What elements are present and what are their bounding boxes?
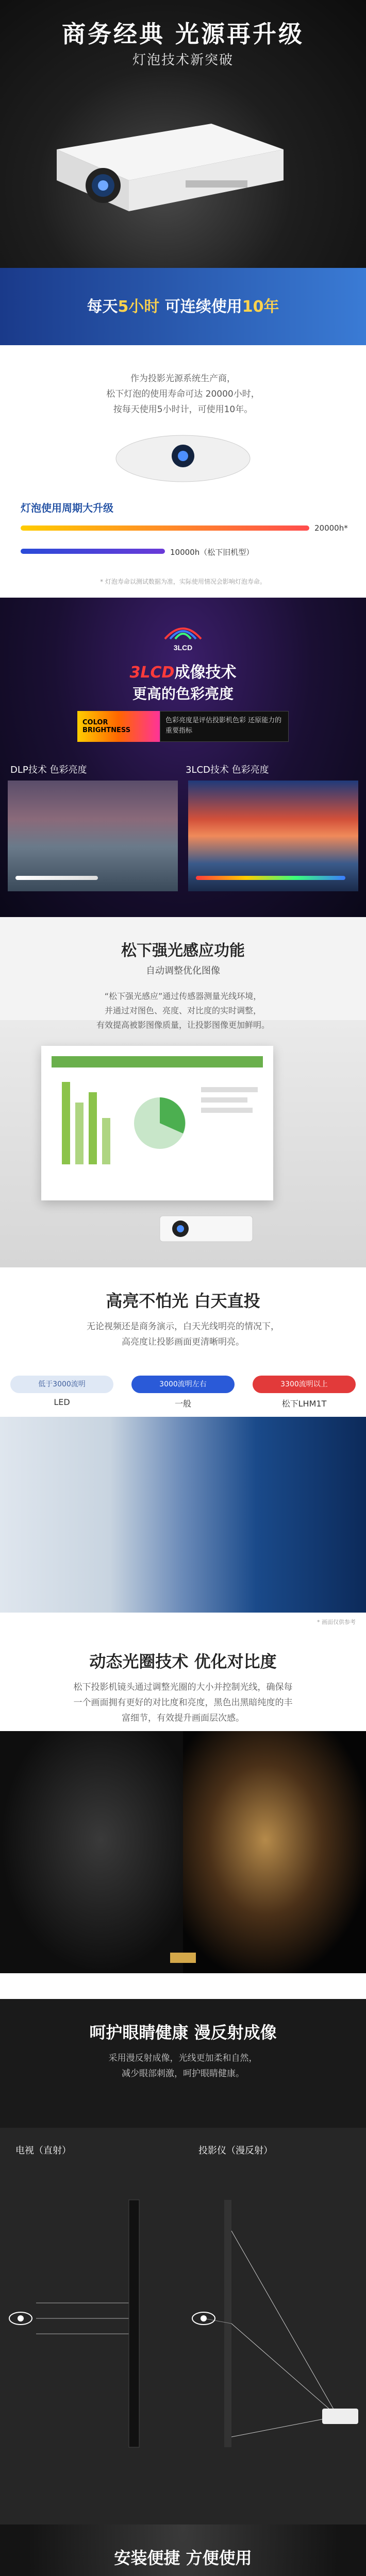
- 3lcd-brand: 3LCD: [129, 664, 175, 682]
- color-brightness-text: 色彩亮度是评估投影机色彩 还原能力的重要指标: [160, 711, 289, 742]
- bar-label: 20000h*: [314, 523, 348, 533]
- bar-label: 10000h（松下旧机型）: [170, 548, 254, 557]
- install-section: [0, 2524, 366, 2576]
- dlp-sample-image: [8, 781, 178, 891]
- 3lcd-title: [0, 659, 366, 682]
- dynamic-iris-desc: [0, 1680, 366, 1726]
- brightness-title: 高亮不怕光 白天直投: [106, 1291, 260, 1311]
- light-sensor-subtitle: 自动调整优化图像: [146, 965, 220, 976]
- desc-line: 一个画面拥有更好的对比度和亮度，黑色出黑暗纯度的丰: [73, 1698, 293, 1708]
- hero-section: [0, 0, 366, 268]
- light-sensor-desc: [0, 989, 366, 1032]
- 3lcd-title-text: 成像技术: [174, 664, 237, 682]
- dynamic-iris-section: [0, 1628, 366, 1999]
- contrast-after-image: [183, 1731, 366, 1973]
- 3lcd-bar: [196, 876, 345, 880]
- lumen-sub-low: LED: [54, 1397, 70, 1407]
- tv-direct-panel: [0, 2128, 183, 2524]
- cb-line2: BRIGHTNESS: [82, 726, 131, 734]
- hero-subtitle: 灯泡技术新突破: [132, 53, 234, 68]
- desc-line: 采用漫反射成像，光线更加柔和自然，: [108, 2053, 258, 2063]
- 3lcd-logo-text: 3LCD: [173, 643, 193, 652]
- 3lcd-label: 3LCD技术 色彩亮度: [186, 765, 269, 775]
- projector-diffuse-label: 投影仪（漫反射）: [198, 2145, 273, 2156]
- bar-fill: [21, 549, 165, 554]
- lumen-badge-high: 3300流明以上: [253, 1376, 356, 1393]
- desc-line: 有效提高被影图像质量，让投影图像更加鲜明。: [96, 1020, 270, 1030]
- desc-line: 作为投影光源系统生产商，: [130, 374, 236, 384]
- lumen-sub-high: 松下LHM1T: [281, 1399, 327, 1409]
- desc-line: 富细节，有效提升画面层次感。: [122, 1713, 244, 1723]
- lamp-bar-old: [21, 548, 345, 557]
- cb-line1: COLOR: [82, 719, 108, 726]
- light-sensor-title: 松下强光感应功能: [121, 942, 245, 960]
- eye-care-desc: [0, 2050, 366, 2081]
- projected-screen-image: [41, 1046, 273, 1200]
- install-title: 安装便捷 方便使用: [114, 2548, 252, 2568]
- projector-top-image: [103, 428, 263, 489]
- image-caption: * 画面仅供参考: [317, 1619, 356, 1625]
- brightness-comparison-image: [0, 1417, 366, 1613]
- desc-line: 松下投影机镜头通过调整光圈的大小并控制光线，确保每: [73, 1682, 293, 1692]
- 3lcd-section: [0, 598, 366, 917]
- tv-direct-label: 电视（直射）: [15, 2145, 71, 2156]
- projector-image: [41, 103, 289, 222]
- eye-care-section: [0, 1999, 366, 2524]
- headline-text-mid: 可连续使用: [159, 298, 242, 316]
- tv-direct-illustration: [0, 2128, 183, 2524]
- headline-text: 每天: [87, 298, 118, 316]
- 3lcd-logo-icon: [155, 618, 211, 654]
- light-sensor-section: [0, 917, 366, 1267]
- lamp-bar-new: [21, 523, 348, 533]
- desc-line: 无论视频还是商务演示，白天光线明亮的情况下，: [87, 1321, 279, 1332]
- lamp-life-banner: [0, 268, 366, 345]
- lamp-life-headline: [0, 294, 366, 316]
- headline-highlight-years: 10年: [242, 298, 279, 316]
- bar-fill: [21, 526, 309, 531]
- projector-diffuse-panel: [183, 2128, 366, 2524]
- dynamic-iris-title: 动态光圈技术 优化对比度: [89, 1652, 277, 1671]
- projected-chart-graphic: [41, 1046, 273, 1200]
- desc-line: 减少眼部刺激，呵护眼睛健康。: [122, 2069, 244, 2079]
- color-brightness-logo: [77, 711, 160, 742]
- hero-title: 商务经典 光源再升级: [61, 20, 304, 48]
- projector-on-table-image: [155, 1206, 258, 1252]
- projector-diffuse-illustration: [183, 2128, 366, 2524]
- eye-care-title: 呵护眼睛健康 漫反射成像: [89, 2023, 277, 2042]
- 3lcd-sample-image: [188, 781, 358, 891]
- desc-line: “松下强光感应”通过传感器测量光线环境，: [104, 991, 262, 1001]
- comparison-marker: [170, 1953, 196, 1963]
- color-brightness-box: [77, 711, 289, 742]
- lumen-sub-mid: 一般: [174, 1399, 191, 1409]
- brightness-section: [0, 1267, 366, 1628]
- lamp-life-desc: [0, 371, 366, 417]
- contrast-before-image: [0, 1731, 183, 1973]
- dlp-label: DLP技术 色彩亮度: [10, 765, 87, 775]
- footnote: * 灯泡寿命以测试数据为准，实际使用情况会影响灯泡寿命。: [100, 578, 266, 585]
- desc-line: 高亮度让投影画面更清晰明亮。: [122, 1337, 244, 1347]
- desc-line: 并通过对图色、亮度、对比度的实时调整，: [104, 1006, 261, 1015]
- lumen-badge-low: 低于3000流明: [10, 1376, 113, 1393]
- headline-highlight-hours: 5小时: [118, 298, 160, 316]
- desc-line: 按每天使用5小时计，可使用10年。: [113, 404, 253, 415]
- dlp-bar: [15, 876, 98, 880]
- brightness-desc: [0, 1319, 366, 1350]
- bar-title: 灯泡使用周期大升级: [21, 502, 113, 514]
- desc-line: 松下灯泡的使用寿命可达 20000小时，: [106, 389, 260, 399]
- lumen-badge-mid: 3000流明左右: [131, 1376, 235, 1393]
- lamp-life-section: [0, 268, 366, 598]
- 3lcd-subtitle: 更高的色彩亮度: [132, 685, 234, 702]
